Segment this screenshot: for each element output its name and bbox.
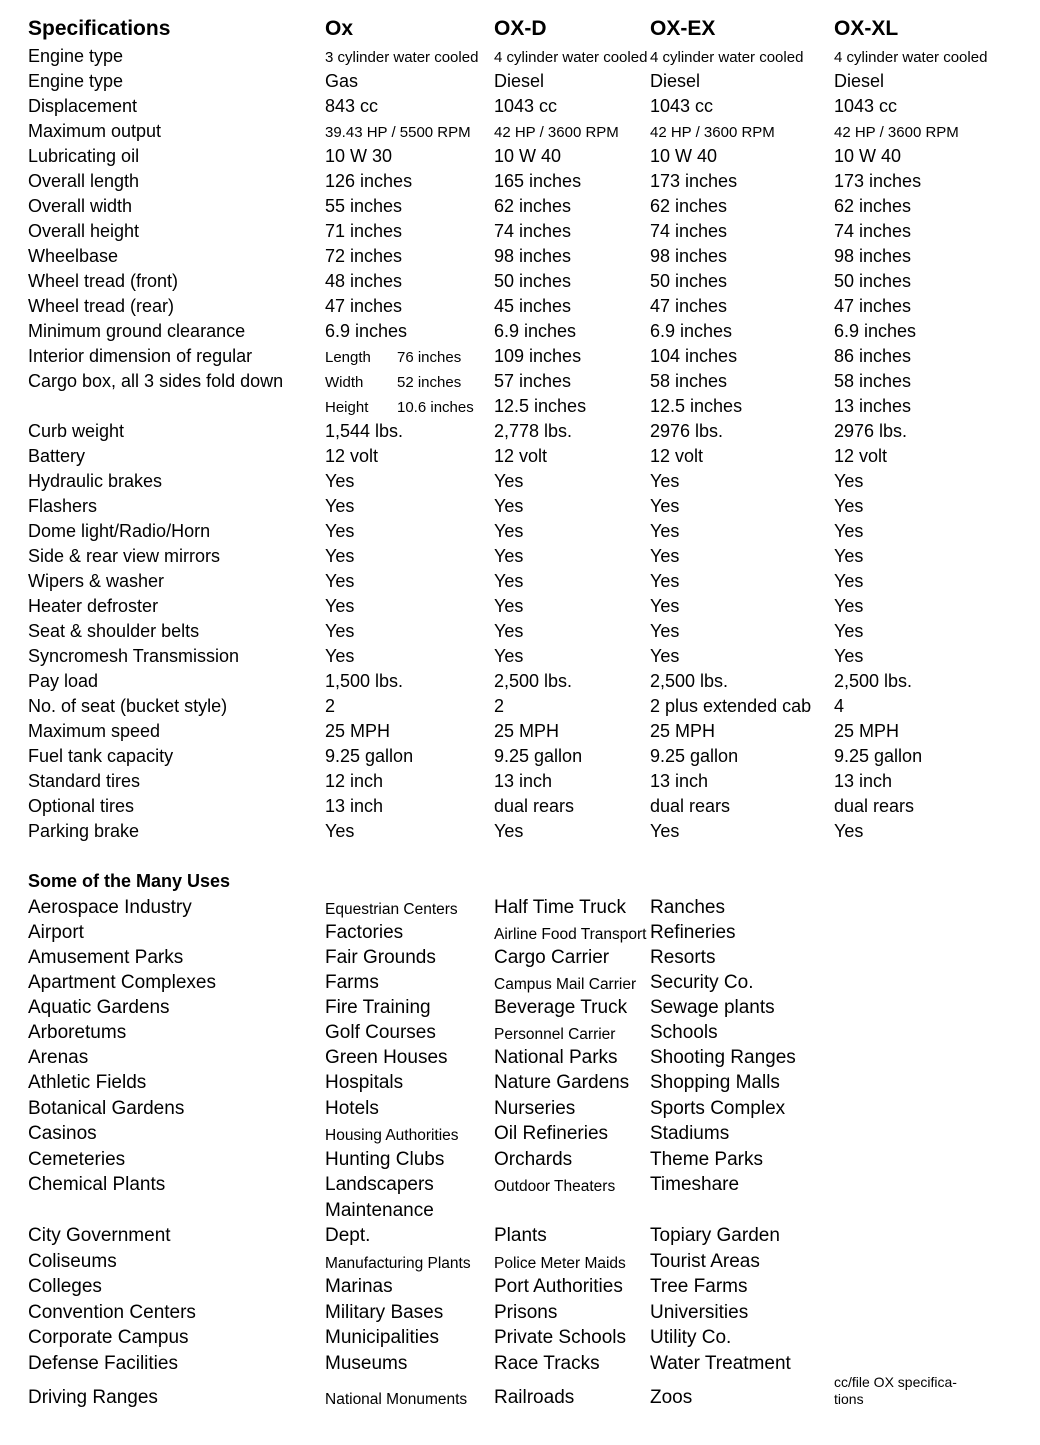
spec-value: Yes <box>494 521 524 541</box>
use-item: Green Houses <box>325 1047 448 1068</box>
spec-value: Yes <box>650 546 680 566</box>
use-item: Port Authorities <box>494 1276 623 1297</box>
use-item: Amusement Parks <box>28 947 184 968</box>
column-header: OX-XL <box>834 17 899 40</box>
use-item: Prisons <box>494 1301 558 1323</box>
use-item: Hotels <box>325 1097 379 1119</box>
column-header: OX-D <box>494 17 547 40</box>
spec-value: Yes <box>650 821 680 841</box>
spec-value: 12 volt <box>494 446 548 466</box>
spec-value: dual rears <box>834 796 915 816</box>
spec-label: Maximum speed <box>28 721 161 741</box>
spec-value: 3 cylinder water cooled <box>325 49 479 66</box>
spec-value: 10 W 40 <box>834 146 902 166</box>
spec-value: Yes <box>494 646 524 666</box>
use-item: Tourist Areas <box>650 1250 760 1272</box>
spec-value: 42 HP / 3600 RPM <box>650 124 775 141</box>
spec-value: 173 inches <box>650 171 738 191</box>
use-item: Beverage Truck <box>494 997 628 1018</box>
use-item: Tree Farms <box>650 1276 748 1297</box>
spec-value: 25 MPH <box>650 721 716 741</box>
use-item: Corporate Campus <box>28 1327 189 1348</box>
spec-value: 12 volt <box>650 446 704 466</box>
spec-value: 74 inches <box>494 221 572 241</box>
spec-label: Syncromesh Transmission <box>28 646 240 666</box>
spec-label: Cargo box, all 3 sides fold down <box>28 371 284 391</box>
spec-value: Yes <box>650 646 680 666</box>
use-item: City Government <box>28 1225 171 1246</box>
use-item: Airline Food Transport <box>494 926 647 943</box>
spec-value: Yes <box>325 571 355 591</box>
spec-value: 25 MPH <box>834 721 900 741</box>
use-item: Schools <box>650 1022 718 1043</box>
spec-value: 74 inches <box>650 221 728 241</box>
spec-value: 13 inches <box>834 396 912 416</box>
use-item: Museums <box>325 1352 408 1374</box>
spec-value: 2,500 lbs. <box>834 671 913 691</box>
spec-value: 57 inches <box>494 371 572 391</box>
use-item: Military Bases <box>325 1301 444 1323</box>
spec-value: 9.25 gallon <box>325 746 414 766</box>
spec-value: 86 inches <box>834 346 912 366</box>
use-item: Resorts <box>650 947 716 968</box>
spec-label: Hydraulic brakes <box>28 471 163 491</box>
spec-label: Wheelbase <box>28 246 119 266</box>
spec-value: 1,500 lbs. <box>325 671 404 691</box>
use-item: Convention Centers <box>28 1301 196 1323</box>
spec-value: 58 inches <box>834 371 912 391</box>
spec-value: 47 inches <box>650 296 728 316</box>
spec-value: 2 <box>494 696 505 716</box>
use-item: Half Time Truck <box>494 897 626 918</box>
spec-value: 62 inches <box>494 196 572 216</box>
use-item: Sewage plants <box>650 997 775 1018</box>
spec-value: 1043 cc <box>494 96 558 116</box>
use-item: Campus Mail Carrier <box>494 976 637 993</box>
footnote: cc/file OX specifica- tions <box>834 1374 957 1407</box>
spec-value: 12.5 inches <box>650 396 743 416</box>
use-item: Water Treatment <box>650 1352 791 1374</box>
use-item: Hospitals <box>325 1072 404 1093</box>
spec-value: 104 inches <box>650 346 738 366</box>
use-item: Factories <box>325 922 404 943</box>
spec-value: 9.25 gallon <box>494 746 583 766</box>
spec-value: Yes <box>494 496 524 516</box>
use-item: Utility Co. <box>650 1327 732 1348</box>
spec-value: 1043 cc <box>834 96 898 116</box>
column-header: OX-EX <box>650 17 716 40</box>
spec-label: Optional tires <box>28 796 135 816</box>
dimension-name: Width <box>325 374 364 391</box>
spec-value: 1,544 lbs. <box>325 421 404 441</box>
use-item: Shopping Malls <box>650 1072 780 1093</box>
spec-value: Yes <box>325 521 355 541</box>
spec-value: 10 W 30 <box>325 146 393 166</box>
spec-value: Yes <box>494 471 524 491</box>
spec-label: Wheel tread (rear) <box>28 296 175 316</box>
use-item: Housing Authorities <box>325 1127 459 1144</box>
spec-label: Engine type <box>28 71 124 91</box>
spec-value: Yes <box>494 571 524 591</box>
use-item: Golf Courses <box>325 1022 436 1043</box>
use-item: National Parks <box>494 1047 618 1068</box>
spec-value: 12.5 inches <box>494 396 587 416</box>
spec-label: No. of seat (bucket style) <box>28 696 228 716</box>
spec-label: Engine type <box>28 46 124 66</box>
use-item: Airport <box>28 922 84 943</box>
spec-value: 9.25 gallon <box>834 746 923 766</box>
column-header: Ox <box>325 17 354 40</box>
spec-value: Yes <box>834 621 864 641</box>
spec-value: Yes <box>494 546 524 566</box>
use-item: Colleges <box>28 1276 102 1297</box>
spec-value: Yes <box>650 471 680 491</box>
spec-label: Wheel tread (front) <box>28 271 179 291</box>
spec-value: Yes <box>834 596 864 616</box>
spec-value: Diesel <box>494 71 545 91</box>
spec-value: 2,500 lbs. <box>494 671 573 691</box>
use-item: Fair Grounds <box>325 947 436 968</box>
spec-value: 2 <box>325 696 336 716</box>
dimension-name: Length <box>325 349 371 366</box>
spec-label: Battery <box>28 446 86 466</box>
spec-value: 1043 cc <box>650 96 714 116</box>
spec-value: 2976 lbs. <box>650 421 724 441</box>
use-item: Chemical Plants <box>28 1174 166 1195</box>
use-item: Zoos <box>650 1387 693 1408</box>
spec-value: 10 W 40 <box>494 146 562 166</box>
spec-value: Yes <box>650 571 680 591</box>
spec-value: 6.9 inches <box>494 321 577 341</box>
use-item: Casinos <box>28 1123 97 1144</box>
spec-value: Yes <box>650 496 680 516</box>
spec-value: 50 inches <box>494 271 572 291</box>
spec-value: Yes <box>325 821 355 841</box>
spec-value: 12 volt <box>325 446 379 466</box>
spec-value: 72 inches <box>325 246 403 266</box>
spec-value: 9.25 gallon <box>650 746 739 766</box>
spec-value: Yes <box>325 646 355 666</box>
use-item: Universities <box>650 1301 749 1323</box>
spec-value: 48 inches <box>325 271 403 291</box>
spec-value: 4 cylinder water cooled <box>834 49 988 66</box>
use-item: Athletic Fields <box>28 1072 147 1093</box>
use-item: National Monuments <box>325 1391 468 1408</box>
spec-value: 2,500 lbs. <box>650 671 729 691</box>
spec-value: Yes <box>494 596 524 616</box>
spec-value: 47 inches <box>834 296 912 316</box>
spec-value: Diesel <box>834 71 885 91</box>
spec-label: Heater defroster <box>28 596 159 616</box>
spec-value: 98 inches <box>650 246 728 266</box>
spec-value: Yes <box>325 621 355 641</box>
spec-value: 74 inches <box>834 221 912 241</box>
use-item: Coliseums <box>28 1250 117 1272</box>
spec-value: 2,778 lbs. <box>494 421 573 441</box>
spec-value: 2 plus extended cab <box>650 696 812 716</box>
spec-value: 50 inches <box>650 271 728 291</box>
use-item: Defense Facilities <box>28 1352 178 1374</box>
spec-value: 45 inches <box>494 296 572 316</box>
use-item: Sports Complex <box>650 1097 786 1119</box>
use-item: Security Co. <box>650 972 754 993</box>
use-item: Municipalities <box>325 1327 440 1348</box>
spec-label: Overall length <box>28 171 140 191</box>
spec-value: 843 cc <box>325 96 379 116</box>
use-item: Equestrian Centers <box>325 901 458 918</box>
use-item: Timeshare <box>650 1174 740 1195</box>
use-item: Fire Training <box>325 997 431 1018</box>
spec-value: 4 cylinder water cooled <box>494 49 648 66</box>
use-item: Cargo Carrier <box>494 947 610 968</box>
spec-value: 12 volt <box>834 446 888 466</box>
spec-value: 109 inches <box>494 346 582 366</box>
use-item: Private Schools <box>494 1327 627 1348</box>
spec-value: 2976 lbs. <box>834 421 908 441</box>
use-item: Maintenance <box>325 1199 434 1221</box>
column-header: Specifications <box>28 17 171 40</box>
use-item: Aquatic Gardens <box>28 997 170 1018</box>
use-item: Ranches <box>650 897 725 918</box>
spec-value: 13 inch <box>494 771 553 791</box>
spec-label: Minimum ground clearance <box>28 321 246 341</box>
spec-value: Yes <box>834 521 864 541</box>
use-item: Railroads <box>494 1387 575 1408</box>
spec-value: 98 inches <box>834 246 912 266</box>
use-item: Orchards <box>494 1148 573 1170</box>
spec-value: Yes <box>325 496 355 516</box>
use-item: Landscapers <box>325 1174 434 1195</box>
spec-value: 6.9 inches <box>325 321 408 341</box>
spec-value: 25 MPH <box>494 721 560 741</box>
spec-value: 55 inches <box>325 196 403 216</box>
use-item: Police Meter Maids <box>494 1254 626 1272</box>
spec-value: 126 inches <box>325 171 413 191</box>
use-item: Shooting Ranges <box>650 1047 796 1068</box>
spec-value: Yes <box>650 596 680 616</box>
spec-value: Yes <box>834 821 864 841</box>
dimension-value: 10.6 inches <box>397 399 474 416</box>
spec-value: 4 <box>834 696 845 716</box>
spec-label: Side & rear view mirrors <box>28 546 221 566</box>
spec-value: 50 inches <box>834 271 912 291</box>
use-item: Topiary Garden <box>650 1225 780 1246</box>
use-item: Outdoor Theaters <box>494 1178 616 1195</box>
spec-value: 42 HP / 3600 RPM <box>834 124 959 141</box>
use-item: Aerospace Industry <box>28 897 192 918</box>
spec-label: Curb weight <box>28 421 125 441</box>
use-item: Theme Parks <box>650 1148 763 1170</box>
spec-value: 10 W 40 <box>650 146 718 166</box>
spec-label: Displacement <box>28 96 138 116</box>
use-item: Hunting Clubs <box>325 1148 445 1170</box>
uses-heading: Some of the Many Uses <box>28 871 231 891</box>
spec-label: Interior dimension of regular <box>28 346 253 366</box>
use-item: Marinas <box>325 1276 393 1297</box>
use-item: Arboretums <box>28 1022 127 1043</box>
dimension-value: 52 inches <box>397 374 462 391</box>
spec-value: 98 inches <box>494 246 572 266</box>
spec-value: Yes <box>834 471 864 491</box>
use-item: Refineries <box>650 922 736 943</box>
spec-label: Overall width <box>28 196 133 216</box>
spec-value: 58 inches <box>650 371 728 391</box>
spec-value: dual rears <box>650 796 731 816</box>
spec-label: Flashers <box>28 496 98 516</box>
spec-label: Overall height <box>28 221 140 241</box>
use-item: Apartment Complexes <box>28 972 216 993</box>
spec-value: 12 inch <box>325 771 384 791</box>
spec-value: 13 inch <box>834 771 893 791</box>
spec-value: 13 inch <box>650 771 709 791</box>
use-item: Plants <box>494 1225 547 1246</box>
use-item: Botanical Gardens <box>28 1097 185 1119</box>
spec-value: Gas <box>325 71 359 91</box>
spec-label: Wipers & washer <box>28 571 165 591</box>
spec-value: 25 MPH <box>325 721 391 741</box>
use-item: Personnel Carrier <box>494 1026 616 1043</box>
spec-value: Yes <box>834 571 864 591</box>
spec-value: Yes <box>494 821 524 841</box>
spec-value: Yes <box>834 496 864 516</box>
use-item: Race Tracks <box>494 1352 600 1374</box>
spec-label: Dome light/Radio/Horn <box>28 521 211 541</box>
use-item: Nurseries <box>494 1097 576 1119</box>
spec-value: 39.43 HP / 5500 RPM <box>325 124 471 141</box>
use-item: Cemeteries <box>28 1148 126 1170</box>
spec-value: 42 HP / 3600 RPM <box>494 124 619 141</box>
spec-label: Pay load <box>28 671 99 691</box>
use-item: Farms <box>325 972 379 993</box>
spec-value: Yes <box>325 546 355 566</box>
spec-value: Yes <box>494 621 524 641</box>
spec-value: 71 inches <box>325 221 403 241</box>
spec-value: 173 inches <box>834 171 922 191</box>
spec-value: 165 inches <box>494 171 582 191</box>
spec-value: 13 inch <box>325 796 384 816</box>
spec-value: 4 cylinder water cooled <box>650 49 804 66</box>
spec-value: 47 inches <box>325 296 403 316</box>
spec-value: 6.9 inches <box>834 321 917 341</box>
use-item: Dept. <box>325 1225 371 1246</box>
use-item: Oil Refineries <box>494 1123 609 1144</box>
use-item: Manufacturing Plants <box>325 1254 471 1272</box>
use-item: Stadiums <box>650 1123 730 1144</box>
spec-value: Yes <box>834 546 864 566</box>
spec-label: Lubricating oil <box>28 146 140 166</box>
use-item: Nature Gardens <box>494 1072 630 1093</box>
use-item: Arenas <box>28 1047 89 1068</box>
spec-value: 6.9 inches <box>650 321 733 341</box>
spec-value: Diesel <box>650 71 701 91</box>
spec-value: 62 inches <box>650 196 728 216</box>
spec-value: 62 inches <box>834 196 912 216</box>
spec-label: Standard tires <box>28 771 141 791</box>
spec-value: Yes <box>650 621 680 641</box>
spec-value: Yes <box>325 471 355 491</box>
spec-label: Parking brake <box>28 821 140 841</box>
spec-label: Seat & shoulder belts <box>28 621 200 641</box>
spec-value: Yes <box>325 596 355 616</box>
spec-value: Yes <box>834 646 864 666</box>
use-item: Driving Ranges <box>28 1387 158 1408</box>
spec-label: Maximum output <box>28 121 162 141</box>
spec-value: Yes <box>650 521 680 541</box>
dimension-value: 76 inches <box>397 349 462 366</box>
dimension-name: Height <box>325 399 369 416</box>
spec-label: Fuel tank capacity <box>28 746 174 766</box>
spec-value: dual rears <box>494 796 575 816</box>
